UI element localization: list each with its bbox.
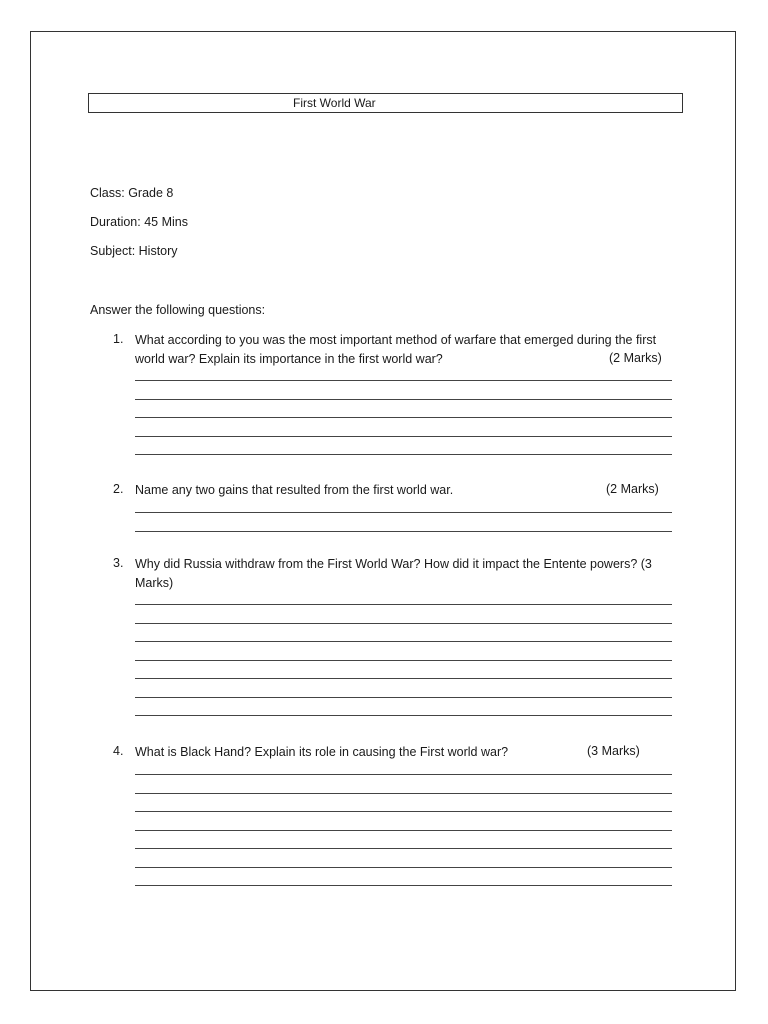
question-text xyxy=(135,481,675,500)
question-number: 1. xyxy=(113,332,124,346)
answer-lines-3[interactable] xyxy=(135,604,672,734)
subject-info: Subject: History xyxy=(90,244,178,258)
question-text-line: Marks) xyxy=(135,576,174,590)
question-text-line: Name any two gains that resulted from the first world war. xyxy=(135,483,454,497)
document-title: First World War xyxy=(293,96,376,110)
answer-lines-1[interactable] xyxy=(135,380,672,473)
answer-lines-4[interactable] xyxy=(135,774,672,904)
answer-line xyxy=(135,531,672,532)
question-marks: (3 Marks) xyxy=(587,744,640,758)
question-text-line: Why did Russia withdraw from the First World War? How did it impact the Entente powers? (3 xyxy=(135,557,652,571)
instructions: Answer the following questions: xyxy=(90,303,266,317)
question-number: 3. xyxy=(113,556,124,570)
answer-line xyxy=(135,623,672,624)
question-number: 4. xyxy=(113,744,124,758)
question-number: 2. xyxy=(113,482,124,496)
question-marks: (2 Marks) xyxy=(609,351,662,365)
answer-line xyxy=(135,678,672,679)
answer-line xyxy=(135,793,672,794)
answer-line xyxy=(135,848,672,849)
answer-line xyxy=(135,867,672,868)
answer-line xyxy=(135,774,672,775)
answer-line xyxy=(135,436,672,437)
duration-info: Duration: 45 Mins xyxy=(90,215,188,229)
answer-line xyxy=(135,660,672,661)
question-marks: (2 Marks) xyxy=(606,482,659,496)
answer-line xyxy=(135,830,672,831)
answer-line xyxy=(135,885,672,886)
answer-line xyxy=(135,715,672,716)
title-box xyxy=(88,93,683,113)
answer-line xyxy=(135,399,672,400)
answer-line xyxy=(135,454,672,455)
answer-line xyxy=(135,697,672,698)
question-text-line: What according to you was the most important method of warfare that emerged during the first xyxy=(135,333,657,347)
question-text-line: world war? Explain its importance in the first world war? xyxy=(135,352,443,366)
answer-line xyxy=(135,641,672,642)
question-text-line: What is Black Hand? Explain its role in causing the First world war? xyxy=(135,745,509,759)
answer-line xyxy=(135,604,672,605)
answer-line xyxy=(135,380,672,381)
answer-line xyxy=(135,811,672,812)
question-text xyxy=(135,331,675,369)
answer-line xyxy=(135,512,672,513)
answer-line xyxy=(135,417,672,418)
class-info: Class: Grade 8 xyxy=(90,186,174,200)
answer-lines-2[interactable] xyxy=(135,512,672,549)
question-text xyxy=(135,555,675,593)
